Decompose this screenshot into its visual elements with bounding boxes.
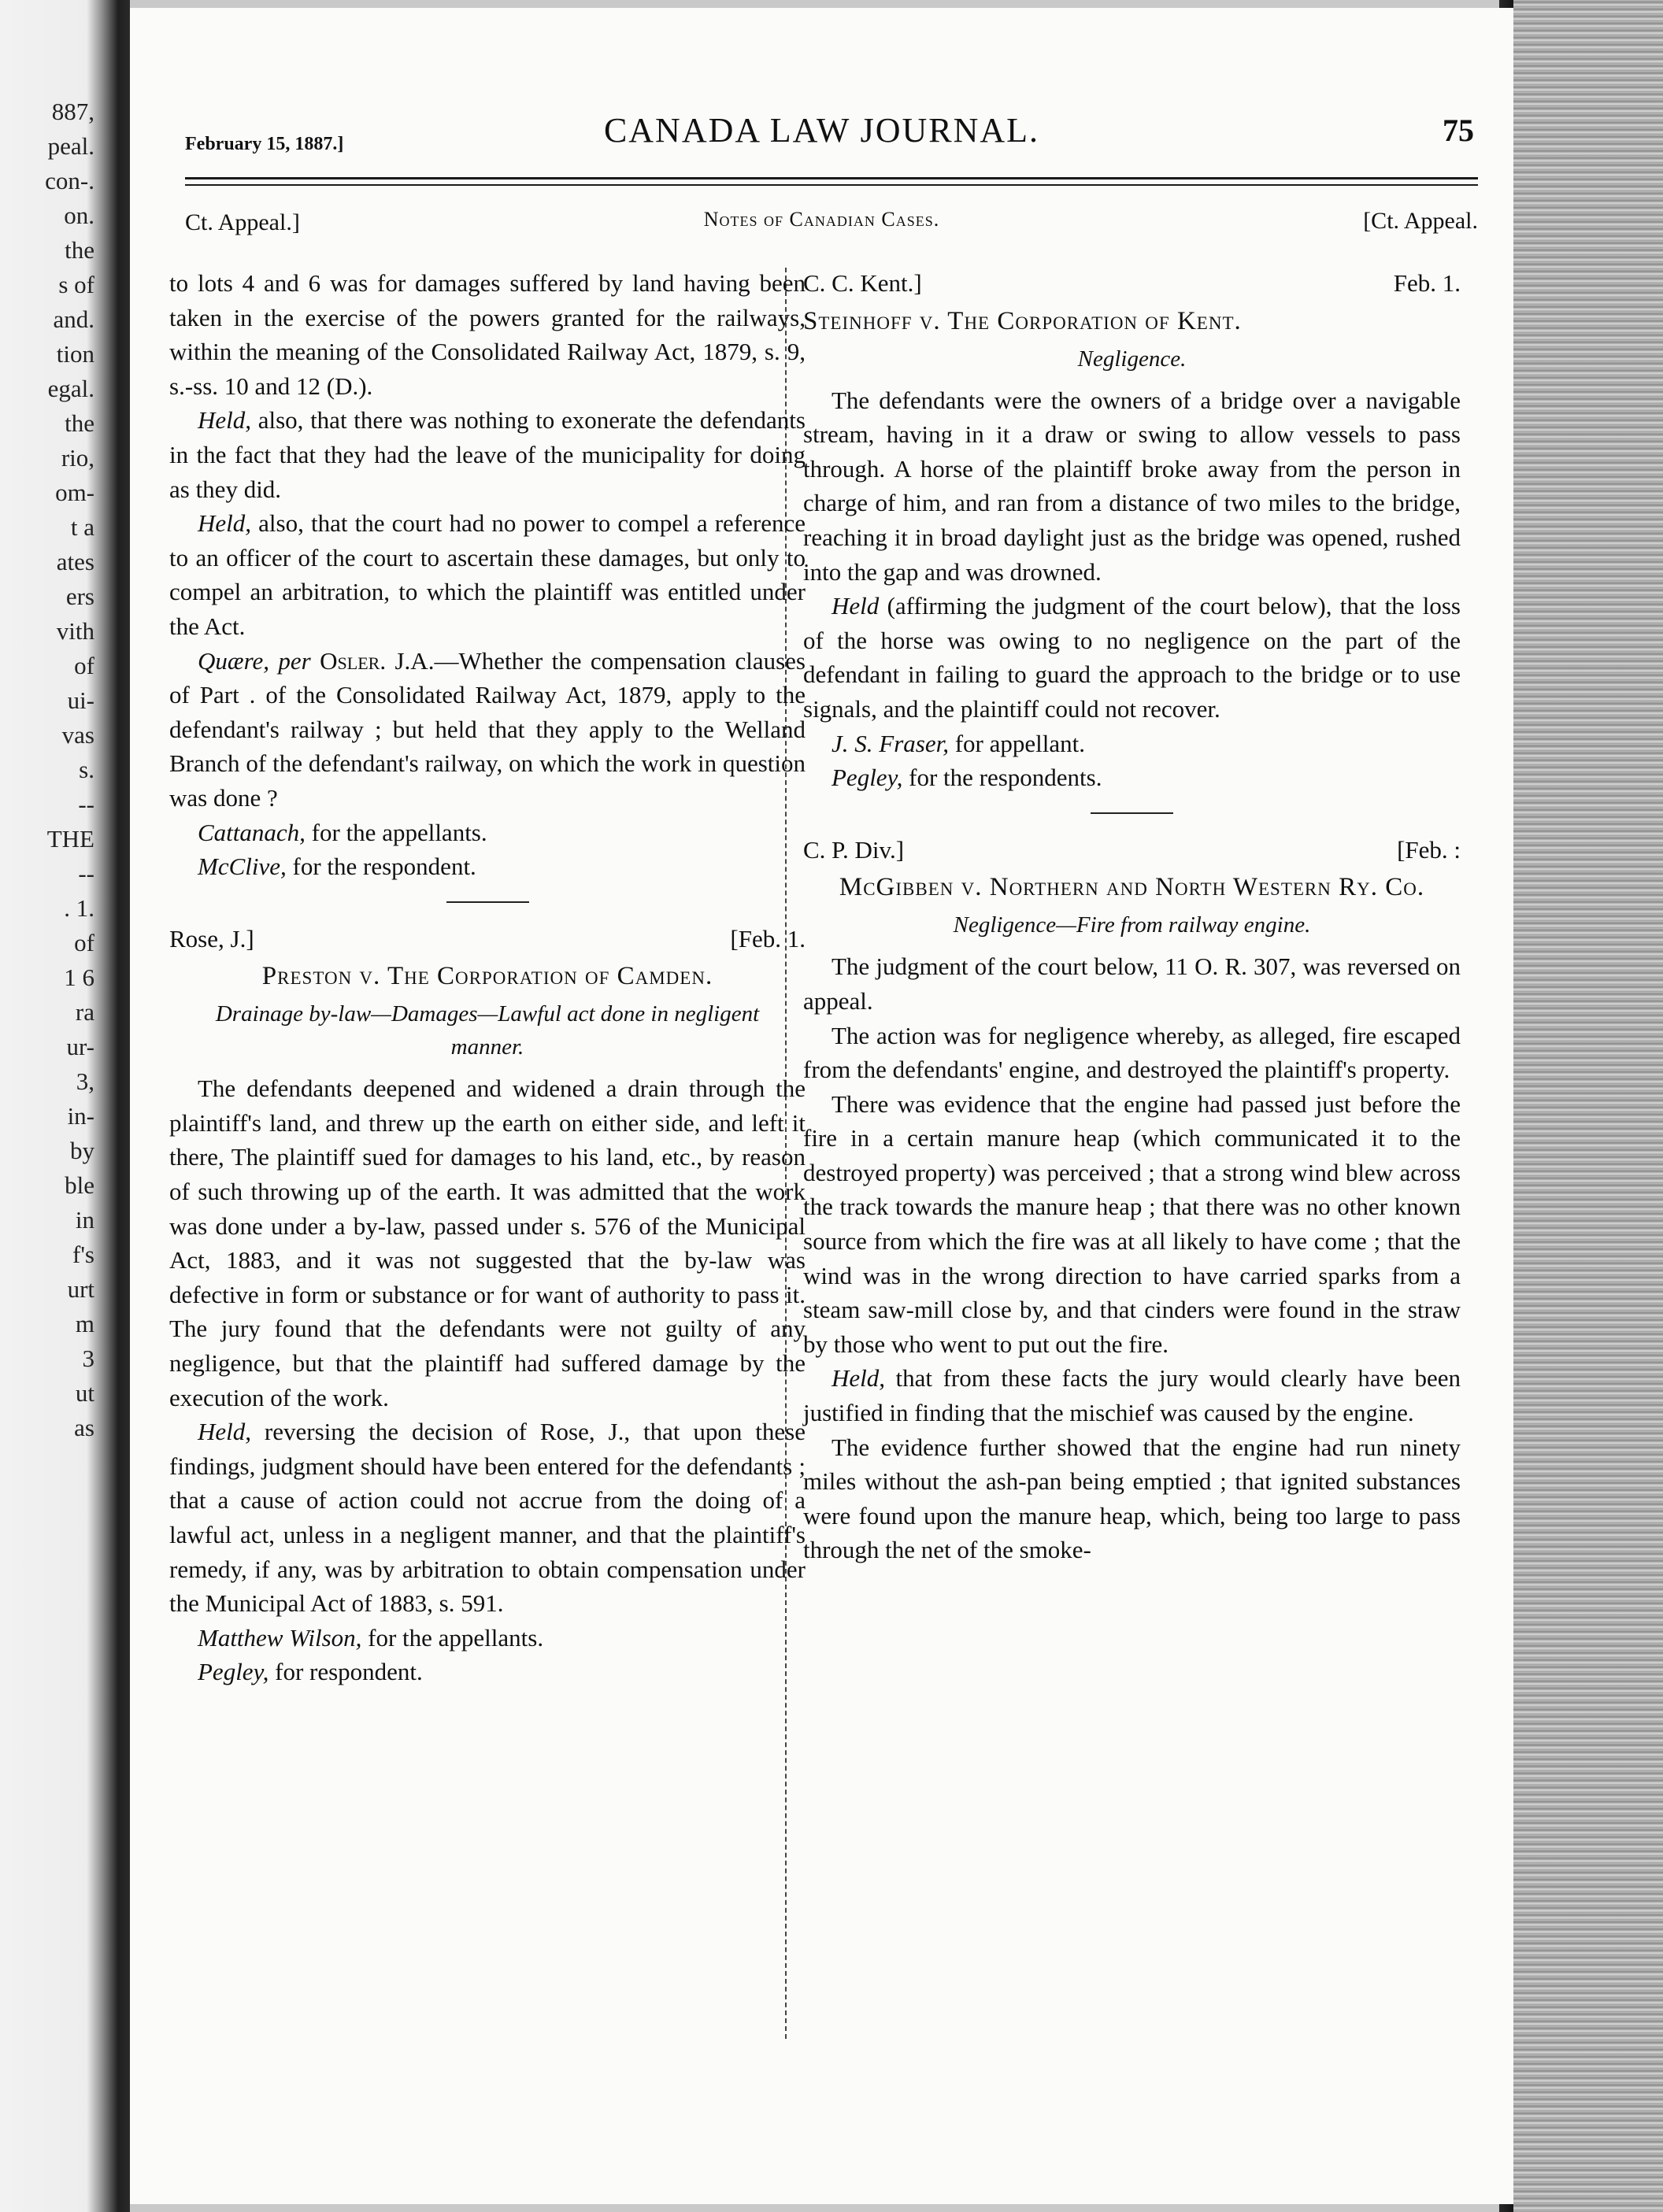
case-subject: Negligence. xyxy=(1077,346,1187,372)
case-heading xyxy=(803,266,1461,301)
paragraph-held-2 xyxy=(169,506,806,643)
held-label: Held, xyxy=(198,406,252,435)
margin-fragment: 887, xyxy=(51,98,94,125)
page-number: 75 xyxy=(1443,113,1474,148)
margin-fragment: t a xyxy=(70,513,94,541)
judge-name: Osler xyxy=(310,646,380,675)
held-text: reversing the decision of Rose, J., that upon these findings, judgment should have been entered for the defendants ; that a cause of action could not accrue from the doing of a lawful act, unless in a negligent manner, and that the plaintiff's remedy, if any, was by arbitration to obtain compensation under the Municipal Act of 1883, s. 591. xyxy=(169,1418,806,1618)
margin-fragment: ut xyxy=(75,1379,94,1407)
margin-fragment: 1 6 xyxy=(64,964,94,991)
margin-fragment: rio, xyxy=(61,444,94,472)
court-right: [Ct. Appeal. xyxy=(1363,208,1478,234)
paragraph-held-1 xyxy=(169,403,806,506)
margin-fragment: ur- xyxy=(66,1033,94,1060)
case-heading xyxy=(169,922,806,956)
paragraph-intro: to lots 4 and 6 was for damages suffered by land having been taken in the exercise of the powers granted for the railways, within the meaning of the Consolidated Railway Act, 1879, s. 9, s.-ss. 10 and 12 (D.). xyxy=(169,269,806,400)
margin-fragment: the xyxy=(65,236,94,264)
paragraph-facts: The defendants were the owners of a bridge over a navigable stream, having in it a draw or swing to allow vessels to pass through. A horse of the plaintiff broke away from the person in charge of him, and ran from a distance of two miles to the bridge, reaching it in broad daylight just as the bridge was opened, rushed into the gap and was drowned. xyxy=(803,386,1461,586)
header-rule-bottom xyxy=(185,184,1478,186)
journal-page xyxy=(130,8,1513,2204)
case-separator xyxy=(1091,812,1173,814)
counsel-role: for respondent. xyxy=(269,1658,423,1686)
counsel-line xyxy=(169,816,806,850)
margin-fragment: the xyxy=(65,409,94,437)
running-header xyxy=(130,104,1513,159)
held-text: that from these facts the jury would clearly have been justified in finding that the mischief was caused by the engine. xyxy=(803,1364,1461,1427)
margin-fragment: 3, xyxy=(76,1067,94,1095)
margin-fragment: f's xyxy=(72,1241,94,1268)
court-left: Ct. Appeal.] xyxy=(185,209,300,235)
counsel-line xyxy=(169,1621,806,1655)
case-title: Preston v. The Corporation of Camden. xyxy=(261,962,713,991)
case-court: Rose, J.] xyxy=(169,924,254,952)
held-text: also, that the court had no power to compel a reference to an officer of the court to ascertain these damages, but only to compel an arbitration, to which the plaintiff was entitled under the Act. xyxy=(169,509,806,640)
paragraph-2: The action was for negligence whereby, as alleged, fire escaped from the defendants' engine, and destroyed the plaintiff's property. xyxy=(803,1021,1461,1084)
counsel-role: for the appellants. xyxy=(305,818,487,846)
paragraph-1: The judgment of the court below, 11 O. R. 307, was reversed on appeal. xyxy=(803,952,1461,1015)
counsel-name: Pegley, xyxy=(832,764,903,792)
held-label: Held, xyxy=(198,509,252,538)
held-label: Held, xyxy=(832,1364,886,1393)
case-court: C. C. Kent.] xyxy=(803,269,922,297)
margin-fragment: ui- xyxy=(67,686,94,714)
left-column xyxy=(169,266,806,1689)
margin-fragment: ates xyxy=(56,548,94,575)
margin-fragment: THE xyxy=(46,825,94,853)
counsel-line xyxy=(169,1655,806,1689)
counsel-name: Matthew Wilson, xyxy=(198,1623,362,1652)
counsel-name: Cattanach, xyxy=(198,818,306,846)
counsel-name: Pegley, xyxy=(198,1658,269,1686)
margin-fragment: con-. xyxy=(45,167,94,194)
margin-fragment: -- xyxy=(78,860,94,887)
held-label: Held, xyxy=(198,1418,252,1446)
margin-fragment: on. xyxy=(64,202,94,229)
counsel-line xyxy=(169,849,806,884)
margin-fragment: as xyxy=(74,1414,94,1441)
margin-fragment: of xyxy=(74,652,94,679)
case-separator xyxy=(446,901,529,903)
margin-fragment: s of xyxy=(58,271,94,298)
margin-fragment: om- xyxy=(55,479,94,506)
margin-fragment: in- xyxy=(67,1102,94,1130)
section-header xyxy=(130,198,1513,238)
right-column xyxy=(803,266,1461,1567)
counsel-line xyxy=(803,727,1461,761)
case-subject: Negligence—Fire from railway engine. xyxy=(953,912,1311,938)
margin-fragment: s. xyxy=(79,756,94,783)
margin-fragment: vith xyxy=(56,617,94,645)
margin-fragment: in xyxy=(75,1206,94,1234)
margin-fragment: . 1. xyxy=(64,894,94,922)
case-court: C. P. Div.] xyxy=(803,835,905,864)
held-label: Held xyxy=(832,592,880,620)
header-rule-top xyxy=(185,177,1478,179)
counsel-line xyxy=(803,760,1461,795)
margin-fragment: ers xyxy=(65,583,94,610)
case-date: [Feb. : xyxy=(1397,835,1461,864)
margin-fragment: by xyxy=(70,1137,94,1164)
case-heading xyxy=(803,833,1461,867)
paragraph-quaere xyxy=(169,644,806,816)
counsel-role: for appellant. xyxy=(948,729,1085,757)
paragraph-held xyxy=(169,1415,806,1621)
case-title: McGibben v. Northern and North Western Ry. Co. xyxy=(839,873,1425,902)
margin-fragment: vas xyxy=(61,721,94,749)
case-subject: Drainage by-law—Damages—Lawful act done in negligent manner. xyxy=(215,1001,760,1060)
counsel-name: J. S. Fraser, xyxy=(832,729,949,757)
issue-date: February 15, 1887.] xyxy=(185,134,344,154)
margin-fragment: -- xyxy=(78,790,94,818)
section-title: Notes of Canadian Cases. xyxy=(703,208,940,231)
held-text: (affirming the judgment of the court below), that the loss of the horse was owing to no negligence on the part of the defendant in failing to guard the approach to the bridge or to use signals, and the plaintiff could not recover. xyxy=(803,592,1461,723)
case-date: [Feb. 1. xyxy=(730,924,806,952)
margin-fragment: egal. xyxy=(47,375,94,402)
held-text: also, that there was nothing to exonerate the defendants in the fact that they had the leave of the municipality for doing as they did. xyxy=(169,406,806,503)
counsel-name: McClive, xyxy=(198,853,287,881)
margin-fragment: peal. xyxy=(47,132,94,160)
quaere-label: Quære, per xyxy=(198,646,311,675)
paragraph-4: The evidence further showed that the engine had run ninety miles without the ash-pan being emptied ; that ignited substances were found upon the manure heap, which, being too large to pass through the net of the smoke- xyxy=(803,1433,1461,1564)
case-title: Steinhoff v. The Corporation of Kent. xyxy=(803,306,1242,335)
counsel-role: for the respondents. xyxy=(902,764,1102,792)
margin-fragment: ble xyxy=(65,1171,94,1199)
margin-fragment: m xyxy=(75,1310,94,1337)
journal-title: CANADA LAW JOURNAL. xyxy=(603,111,1040,150)
paragraph-3: There was evidence that the engine had passed just before the fire in a certain manure heap (which communicated it to the destroyed property) was perceived ; that a strong wind blew across the track towards the manure heap ; that there was no other known source from which the fire was at all likely to have come ; that the wind was in the wrong direction to have carried sparks from a steam saw-mill close by, and that cinders were found in the straw by those who went to put out the fire. xyxy=(803,1089,1461,1358)
margin-fragment: ra xyxy=(75,998,94,1026)
margin-fragment: urt xyxy=(67,1275,94,1303)
counsel-role: for the respondent. xyxy=(286,853,476,881)
paragraph-held xyxy=(803,1361,1461,1430)
margin-fragment: 3 xyxy=(82,1345,94,1372)
paragraph-held xyxy=(803,589,1461,726)
counsel-role: for the appellants. xyxy=(361,1623,544,1652)
previous-page-margin xyxy=(0,94,94,2141)
margin-fragment: tion xyxy=(56,340,94,368)
quaere-text: . J.A.—Whether the compensation clauses of Part . of the Consolidated Railway Act, 1879, apply to the defendant's railway ; but held that they apply to the Welland Branch of the defendant's railway, on which the work in question was done ? xyxy=(169,646,806,812)
stacked-page-edges xyxy=(1513,0,1663,2212)
case-date: Feb. 1. xyxy=(1393,269,1461,297)
margin-fragment: and. xyxy=(53,305,94,333)
margin-fragment: of xyxy=(74,929,94,956)
paragraph-facts: The defendants deepened and widened a drain through the plaintiff's land, and threw up the earth on either side, and left it there, The plaintiff sued for damages to his land, etc., by reason of such throwing up of the earth. It was admitted that the work was done under a by-law, passed under s. 576 of the Municipal Act, 1883, and it was not suggested that the by-law was defective in form or substance or for want of authority to pass it. The jury found that the defendants were not guilty of any negligence, but that the plaintiff had suffered damage by the execution of the work. xyxy=(169,1075,806,1411)
